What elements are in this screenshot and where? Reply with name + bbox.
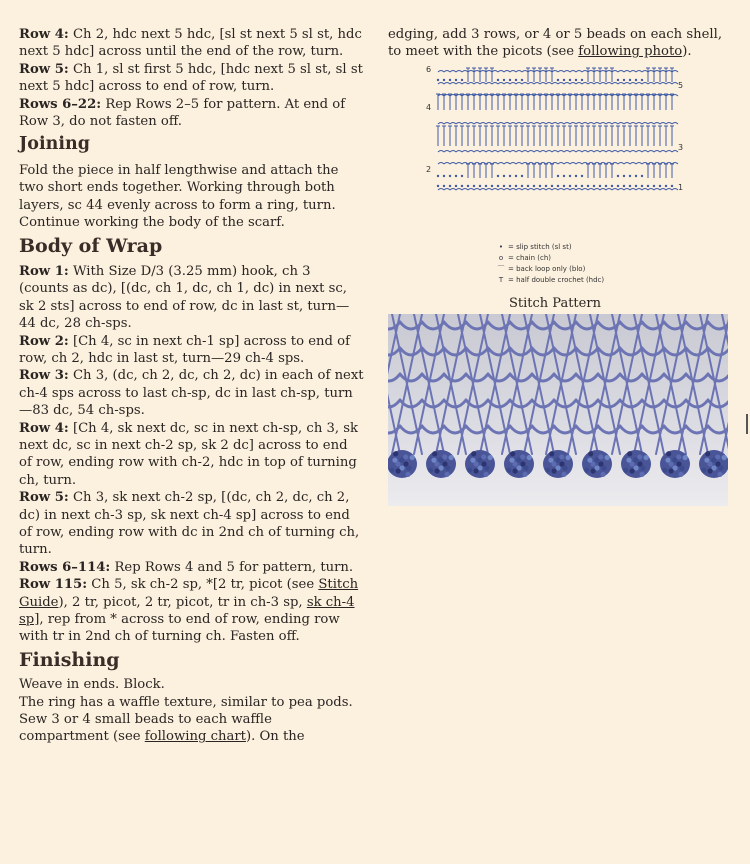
bead [474,468,479,473]
sl-st-dot [515,79,517,81]
sl-st-dot [443,185,445,187]
bead [435,468,440,473]
bead [506,468,511,473]
bead [552,468,557,473]
sl-st-dot [563,175,565,177]
bead [588,451,593,456]
sl-st-dot [449,79,451,81]
blo-arc-row [438,83,678,85]
sl-st-dot [641,79,643,81]
sl-st-dot [581,79,583,81]
row-number-1: 1 [678,183,684,192]
dot-icon: • [498,243,504,251]
joining-text: Fold the piece in half lengthwise and attach the two short ends together. Working through both layers, sc 44 evenly across to form a ring, turn. Continue working the body of the scarf. [19,162,339,231]
sl-st-dot [653,185,655,187]
stitch-guide-link[interactable]: Stitch Guide [19,577,359,610]
bead [561,472,566,477]
bead [549,451,554,456]
sl-st-dot [629,185,631,187]
stitch-pattern-caption: Stitch Pattern [509,296,601,311]
bead [591,468,596,473]
sl-st-dot [671,185,673,187]
sl-st-dot [527,185,529,187]
blo-arc-row [438,151,678,153]
sl-st-dot [575,79,577,81]
sl-st-dot [569,79,571,81]
bead [471,451,476,456]
bead [467,468,472,473]
bead [587,458,592,463]
legend-item: T = half double crochet (hdc) [494,275,604,286]
oval-icon: o [498,254,504,262]
blo-arc-row [438,189,678,191]
bead [562,465,567,470]
bead [683,455,688,460]
bead [627,451,632,456]
sl-st-dot [617,175,619,177]
sl-st-dot [497,185,499,187]
sl-st-dot [503,79,505,81]
bead [389,468,394,473]
bead [704,458,709,463]
sl-st-dot [557,175,559,177]
bead [428,468,433,473]
right-column [388,26,728,61]
sl-st-dot [563,185,565,187]
bead [481,454,486,459]
page-edge-mark [746,414,748,434]
sl-st-dot [455,185,457,187]
bead [566,455,571,460]
sl-st-dot [635,79,637,81]
bead [715,454,720,459]
sl-st-dot [503,185,505,187]
bead [444,472,449,477]
finishing-text-2: The ring has a waffle texture, similar to pea pods. Sew 3 or 4 small beads to each waffle compartment (see following chart). On the [19,694,353,745]
sl-st-dot [617,79,619,81]
instruction-rows-6-22: Rows 6–22: Rep Rows 2–5 for pattern. At end of Row 3, do not fasten off. [19,96,346,130]
bead [393,451,398,456]
bead [665,458,670,463]
bead [449,455,454,460]
bead-cluster [504,450,534,478]
bead [488,455,493,460]
instruction-row-5: Row 5: Ch 1, sl st first 5 hdc, [hdc next 5 sl st, sl st next 5 hdc] across to end of row, turn. [19,61,363,95]
bead [640,465,645,470]
bead [666,451,671,456]
bead [705,451,710,456]
bead [396,468,401,473]
bead [626,458,631,463]
sl-st-dot [461,175,463,177]
sl-st-dot [497,175,499,177]
bead [600,472,605,477]
sl-st-dot [509,79,511,81]
bead [717,472,722,477]
bead [598,454,603,459]
sl-st-dot [557,185,559,187]
row-number-2: 2 [426,165,432,174]
sl-st-dot [581,185,583,187]
bead-cluster [621,450,651,478]
edging-text: edging, add 3 rows, or 4 or 5 beads on each shell, to meet with the picots (see following photo). [388,27,723,60]
blo-arc-row [438,163,678,165]
left-column [19,26,364,746]
bead [509,458,514,463]
bead-cluster [465,450,495,478]
sl-st-dot [635,185,637,187]
bead-cluster [543,450,573,478]
lace-photo-illustration [388,314,728,506]
sl-st-dot [641,185,643,187]
sl-st-dot [491,185,493,187]
sl-st-dot [593,185,595,187]
legend-item: ⌒ = back loop only (blo) [494,264,604,275]
sl-st-dot [569,185,571,187]
bead [722,455,727,460]
arc-icon: ⌒ [497,265,505,273]
sl-st-dot [497,79,499,81]
sl-st-dot [455,175,457,177]
bead [483,472,488,477]
joining-heading: Joining [19,134,90,155]
sl-st-dot [665,185,667,187]
body-of-wrap-heading: Body of Wrap [19,235,163,258]
sl-st-dot [533,185,535,187]
bead [406,465,411,470]
sl-st-dot [545,185,547,187]
bead [662,468,667,473]
beaded-edging-photo [388,314,728,506]
finishing-text-1: Weave in ends. Block. [19,677,165,693]
bead [520,454,525,459]
sl-st-dot [515,175,517,177]
sl-st-dot [473,185,475,187]
body-rows-6-114: Rows 6–114: Rep Rows 4 and 5 for pattern, turn. [19,559,354,575]
following-chart-link[interactable]: following chart [144,729,246,745]
sl-st-dot [581,175,583,177]
sl-st-dot [623,79,625,81]
sl-st-dot [449,175,451,177]
bead [522,472,527,477]
body-row-3: Row 3: Ch 3, (dc, ch 2, dc, ch 2, dc) in each of next ch-4 sps across to last ch-sp, dc in last ch-sp, turn—83 dc, 54 ch-sps. [19,368,364,419]
bead [405,472,410,477]
stitch-diagram [420,60,690,196]
sl-st-dot [461,185,463,187]
sl-st-dot [479,185,481,187]
row-number-6: 6 [426,65,432,74]
bead-cluster [388,450,417,478]
sl-st-dot [623,185,625,187]
bead [510,451,515,456]
sl-st-dot [599,185,601,187]
bead [403,454,408,459]
sl-st-dot [443,79,445,81]
sl-st-dot [575,185,577,187]
bead [678,472,683,477]
sl-st-dot [563,79,565,81]
sl-st-dot [629,79,631,81]
sl-st-dot [551,185,553,187]
sl-st-dot [635,175,637,177]
sl-st-dot [659,185,661,187]
sl-st-dot [521,79,523,81]
bead [676,454,681,459]
sl-st-dot [521,185,523,187]
sl-st-dot [521,175,523,177]
sl-st-dot [575,175,577,177]
bead [679,465,684,470]
row-number-3: 3 [678,143,684,152]
bead [548,458,553,463]
bead [484,465,489,470]
bead [442,454,447,459]
bead [623,468,628,473]
sl-st-dot [437,79,439,81]
sk-ch-4-sp-text: sk ch-4 sp] [19,594,355,627]
sl-st-dot [623,175,625,177]
bead [605,455,610,460]
sl-st-dot [515,185,517,187]
sl-st-dot [437,175,439,177]
sl-st-dot [539,185,541,187]
sl-st-dot [629,175,631,177]
legend-item: • = slip stitch (sl st) [494,242,604,253]
bead [527,455,532,460]
sl-st-dot [557,79,559,81]
bead-cluster [660,450,690,478]
instruction-row-4: Row 4: Ch 2, hdc next 5 hdc, [sl st next 5 sl st, hdc next 5 hdc] across until the end of the row, turn. [19,27,362,60]
bead-cluster [699,450,728,478]
sl-st-dot [461,79,463,81]
bead-cluster [426,450,456,478]
sl-st-dot [569,175,571,177]
sl-st-dot [443,175,445,177]
bead [523,465,528,470]
body-row-2: Row 2: [Ch 4, sc in next ch-1 sp] across to end of row, ch 2, hdc in last st, turn—29 ch-4 sps. [19,333,350,366]
legend-item: o = chain (ch) [494,253,604,264]
blo-arc-row [438,123,678,125]
body-row-4: Row 4: [Ch 4, sk next dc, sc in next ch-sp, ch 3, sk next dc, sc in next ch-2 sp, sk 2 dc] across to end of row, ending row with ch-2, hdc in top of turning ch, turn. [19,420,359,488]
row-number-4: 4 [426,103,432,112]
sl-st-dot [449,185,451,187]
sl-st-dot [509,175,511,177]
bead-cluster [582,450,612,478]
sl-st-dot [503,175,505,177]
bead [392,458,397,463]
bead [644,455,649,460]
bead [669,468,674,473]
body-row-5: Row 5: Ch 3, sk next ch-2 sp, [(dc, ch 2, dc, ch 2, dc) in next ch-3 sp, sk next ch-4 sp] across to end of row, ending row with dc in 2nd ch of turning ch, turn. [19,490,360,558]
bead [513,468,518,473]
bead [445,465,450,470]
bead [545,468,550,473]
following-photo-link[interactable]: following photo [578,44,683,60]
sl-st-dot [587,185,589,187]
sl-st-dot [611,185,613,187]
bead [432,451,437,456]
hdc-icon: T [498,276,504,284]
sl-st-dot [437,185,439,187]
bead [630,468,635,473]
bead [639,472,644,477]
bead [701,468,706,473]
bead [718,465,723,470]
bead [431,458,436,463]
bead [637,454,642,459]
body-row-115: Row 115: Ch 5, sk ch-2 sp, *[2 tr, picot (see Stitch Guide), 2 tr, picot, 2 tr, picot, tr in ch-3 sp, sk ch-4 sp], rep from * across to end of row, ending row with tr in 2nd ch of turning ch. Fasten off. [19,577,359,645]
sl-st-dot [485,185,487,187]
finishing-heading: Finishing [19,648,120,671]
row-number-5: 5 [678,81,684,90]
sl-st-dot [641,175,643,177]
bead [584,468,589,473]
bead [708,468,713,473]
sl-st-dot [605,185,607,187]
sl-st-dot [455,79,457,81]
bead [470,458,475,463]
sl-st-dot [647,185,649,187]
sl-st-dot [509,185,511,187]
body-row-1: Row 1: With Size D/3 (3.25 mm) hook, ch 3 (counts as dc), [(dc, ch 1, dc, ch 1, dc) in next sc, sk 2 sts] across to end of row, dc in last st, turn—44 dc, 28 ch-sps. [19,263,350,332]
sl-st-dot [467,185,469,187]
bead [601,465,606,470]
sl-st-dot [617,185,619,187]
stitch-legend [494,242,604,286]
bead [559,454,564,459]
bead [410,455,415,460]
